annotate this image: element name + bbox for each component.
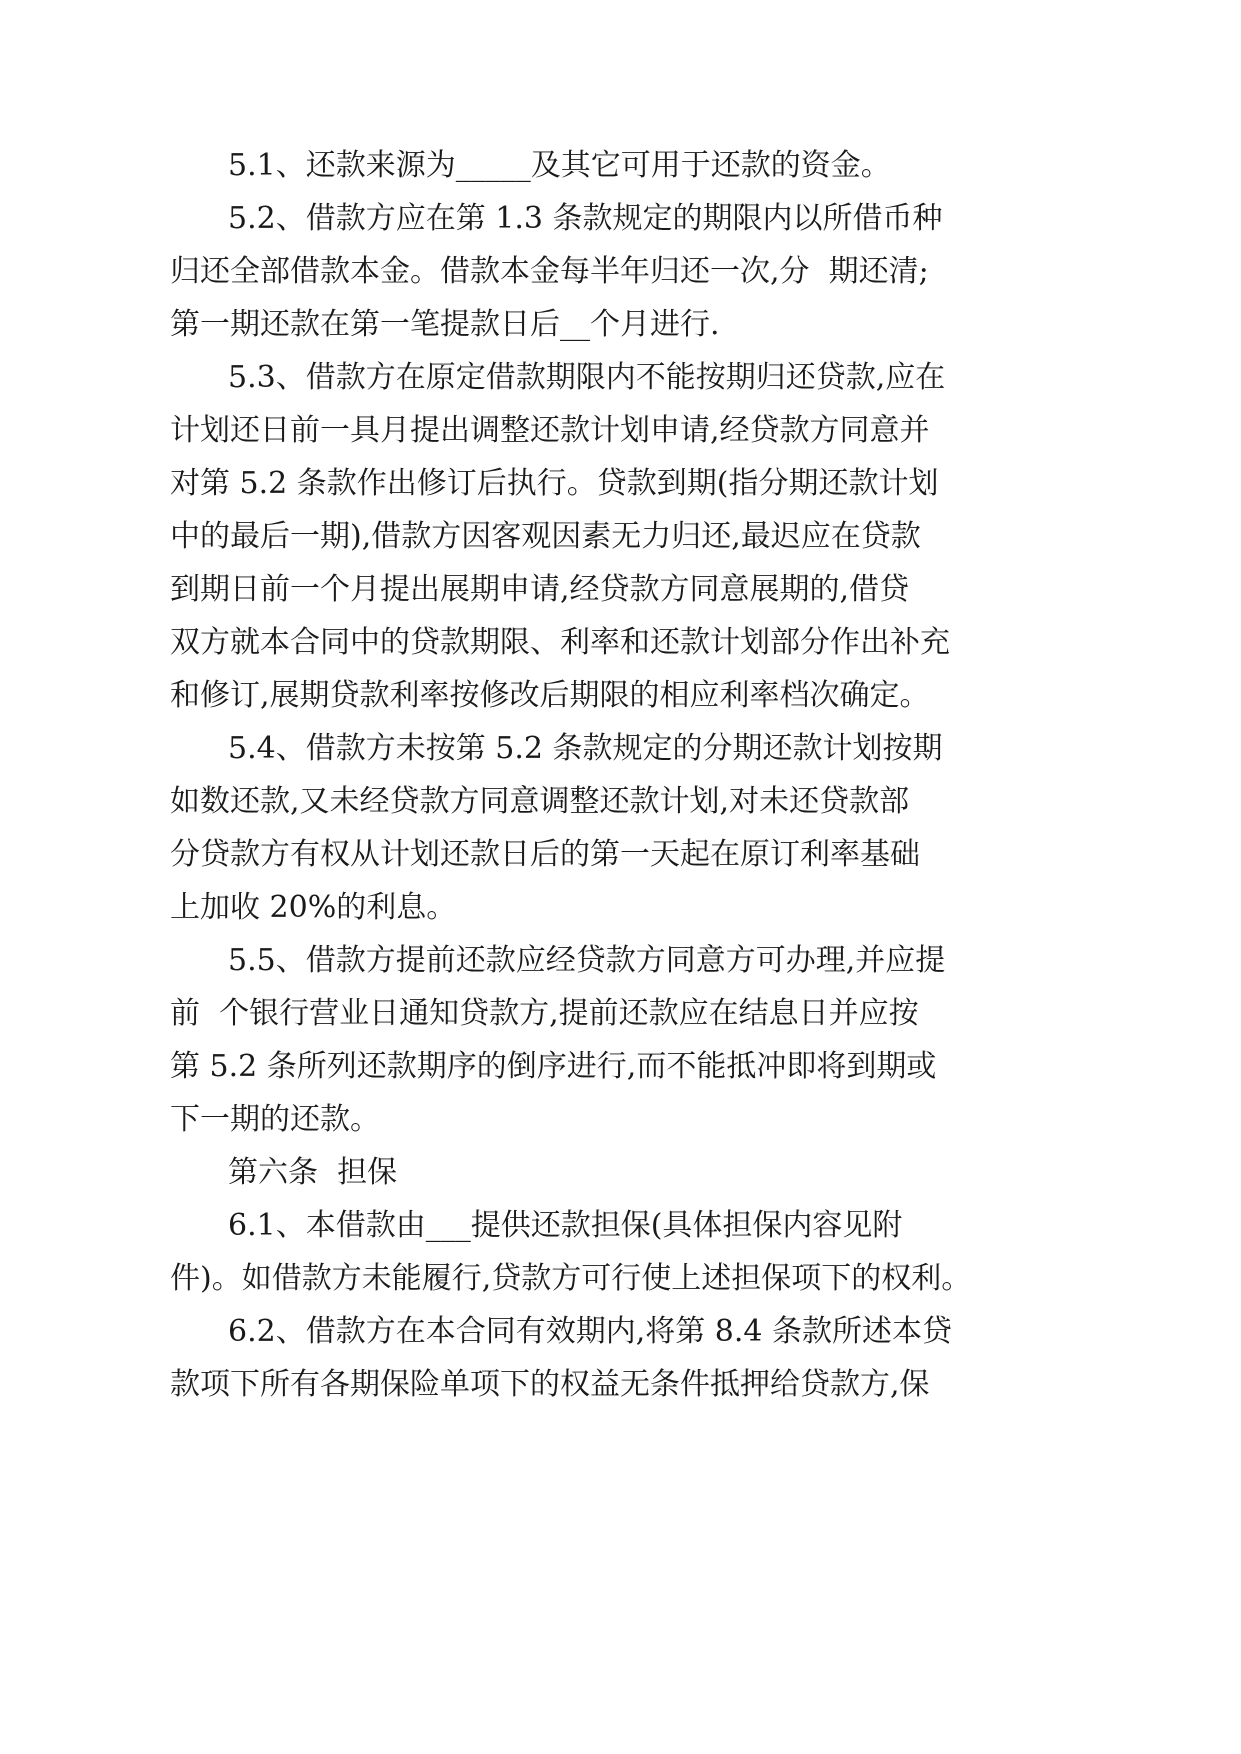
text-line: 款项下所有各期保险单项下的权益无条件抵押给贷款方,保 <box>170 1367 930 1402</box>
text-line: 5.2、借款方应在第 1.3 条款规定的期限内以所借币种 <box>228 201 943 236</box>
text-line: 第一期还款在第一笔提款日后__个月进行. <box>170 307 720 342</box>
text-line: 5.1、还款来源为_____及其它可用于还款的资金。 <box>228 148 891 183</box>
text-line: 6.1、本借款由___提供还款担保(具体担保内容见附 <box>228 1208 903 1243</box>
text-line: 5.3、借款方在原定借款期限内不能按期归还贷款,应在 <box>228 360 946 395</box>
text-line: 双方就本合同中的贷款期限、利率和还款计划部分作出补充 <box>170 625 950 660</box>
text-line: 和修订,展期贷款利率按修改后期限的相应利率档次确定。 <box>170 678 930 713</box>
text-line: 件)。如借款方未能履行,贷款方可行使上述担保项下的权利。 <box>170 1261 972 1296</box>
text-line: 6.2、借款方在本合同有效期内,将第 8.4 条款所述本贷 <box>228 1314 953 1349</box>
text-line: 下一期的还款。 <box>170 1102 380 1137</box>
text-line: 如数还款,又未经贷款方同意调整还款计划,对未还贷款部 <box>170 784 910 819</box>
section-heading: 第六条 担保 <box>228 1155 398 1190</box>
text-line: 归还全部借款本金。借款本金每半年归还一次,分 期还清; <box>170 254 929 289</box>
text-line: 5.4、借款方未按第 5.2 条款规定的分期还款计划按期 <box>228 731 943 766</box>
text-line: 第 5.2 条所列还款期序的倒序进行,而不能抵冲即将到期或 <box>170 1049 937 1084</box>
text-line: 对第 5.2 条款作出修订后执行。贷款到期(指分期还款计划 <box>170 466 939 501</box>
text-line: 5.5、借款方提前还款应经贷款方同意方可办理,并应提 <box>228 943 946 978</box>
text-line: 分贷款方有权从计划还款日后的第一天起在原订利率基础 <box>170 837 920 872</box>
text-line: 前 个银行营业日通知贷款方,提前还款应在结息日并应按 <box>170 996 919 1031</box>
text-line: 到期日前一个月提出展期申请,经贷款方同意展期的,借贷 <box>170 572 910 607</box>
text-line: 中的最后一期),借款方因客观因素无力归还,最迟应在贷款 <box>170 519 921 554</box>
text-line: 上加收 20%的利息。 <box>170 890 457 925</box>
text-line: 计划还日前一具月提出调整还款计划申请,经贷款方同意并 <box>170 413 930 448</box>
